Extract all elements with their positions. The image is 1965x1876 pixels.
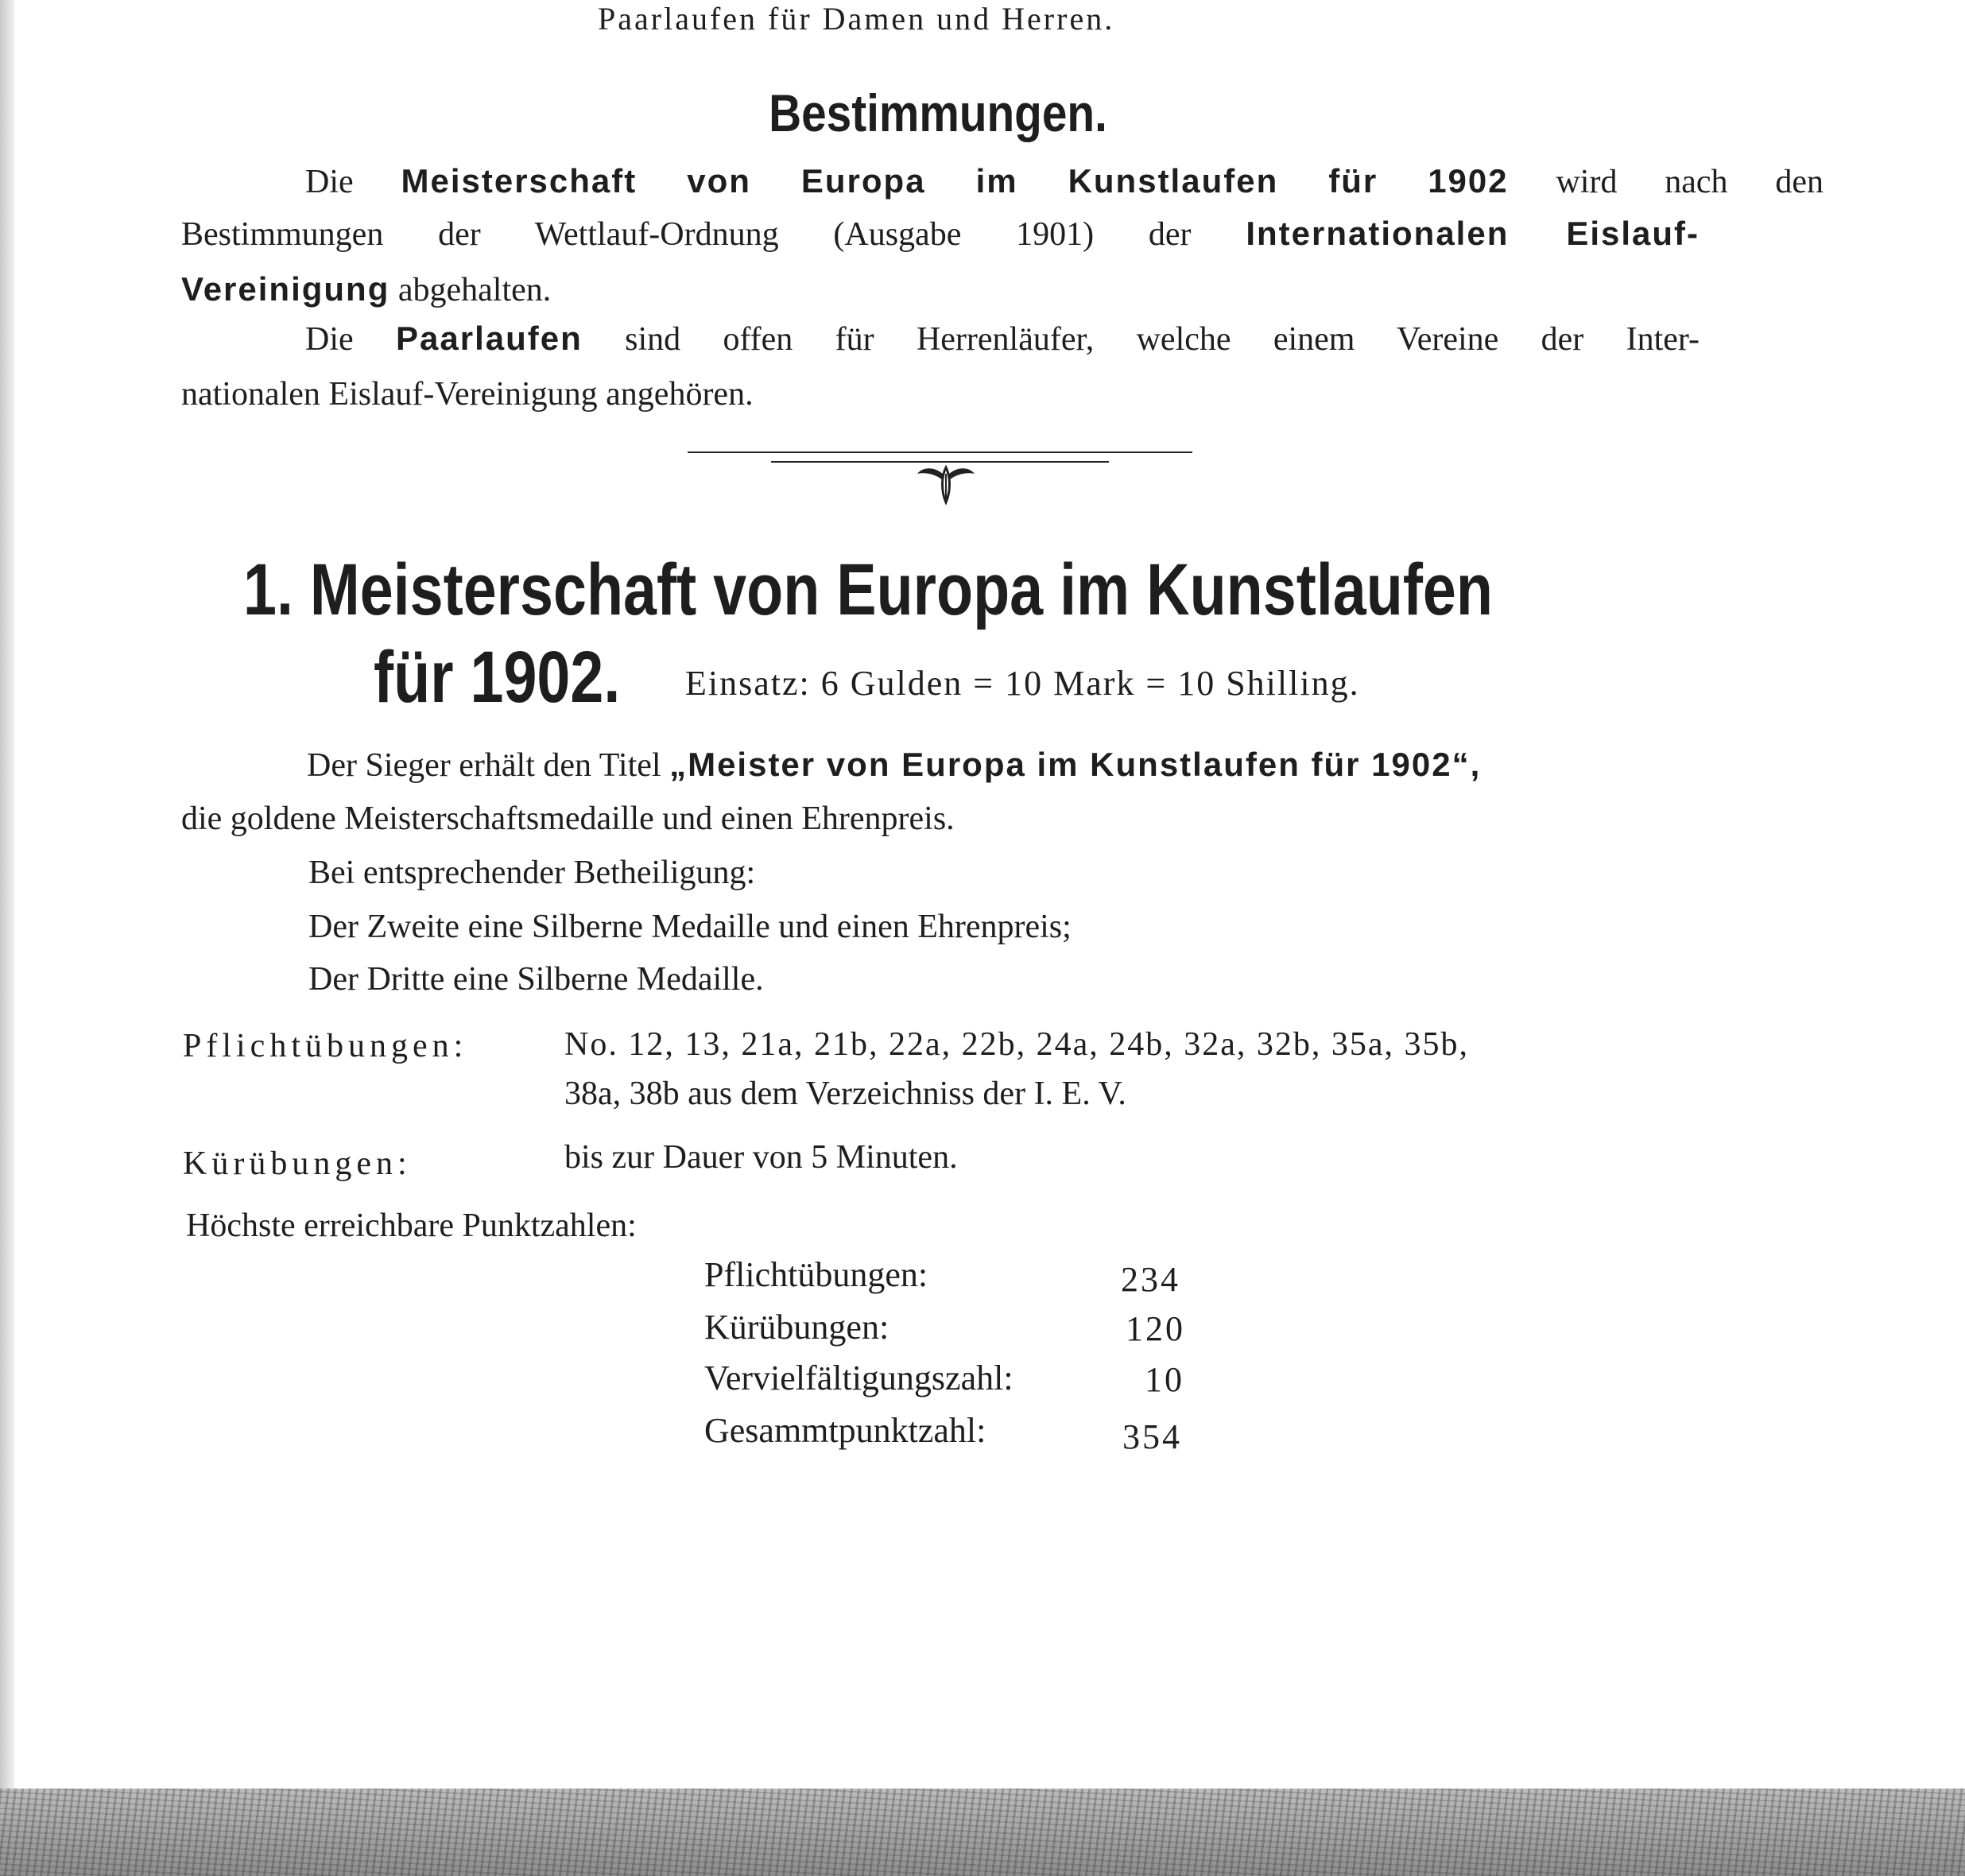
bold-text-span: Paarlaufen [396, 320, 583, 357]
kueruebungen-label: Kürübungen: [183, 1145, 412, 1182]
pflichtuebungen-list-line-1: No. 12, 13, 21a, 21b, 22a, 22b, 24a, 24b, 32a, 32b, 35a, 35b, [564, 1026, 1470, 1063]
pflichtuebungen-label: Pflichtübungen: [183, 1028, 468, 1064]
paragraph-2-line-2: nationalen Eislauf-Vereinigung angehören. [181, 376, 754, 413]
points-row-value: 120 [1126, 1309, 1185, 1348]
section-heading-bestimmungen: Bestimmungen. [769, 83, 1107, 142]
einsatz-line: Einsatz: 6 Gulden = 10 Mark = 10 Shilling. [685, 664, 1360, 703]
fleuron-ornament-icon [914, 463, 978, 514]
hoechste-punktzahlen-line: Höchste erreichbare Punktzahlen: [186, 1207, 637, 1244]
paragraph-1-line-1 [305, 162, 1824, 201]
bold-text-span: Vereinigung [181, 270, 390, 308]
text-span: Bestimmungen der Wettlauf-Ordnung (Ausgabe 1901) der [181, 216, 1192, 253]
sieger-line-1 [307, 746, 1481, 785]
divider-rule [688, 452, 1192, 453]
points-row-value: 10 [1145, 1360, 1184, 1399]
kueruebungen-value: bis zur Dauer von 5 Minuten. [564, 1139, 958, 1176]
sieger-line-2: die goldene Meisterschaftsmedaille und einen Ehrenpreis. [181, 800, 955, 837]
text-span: abgehalten. [397, 272, 552, 308]
scan-left-edge [0, 0, 14, 1789]
section-1-title: 1. Meisterschaft von Europa im Kunstlaufen [243, 549, 1493, 630]
bold-text-span: Meisterschaft von Europa im Kunstlaufen für 1902 [401, 162, 1509, 200]
text-span: Die [305, 164, 354, 200]
points-row-value: 354 [1122, 1417, 1182, 1456]
scan-bottom-band [0, 1789, 1965, 1876]
points-row-label: Kürübungen: [704, 1308, 889, 1347]
betheiligung-line: Bei entsprechender Betheiligung: [308, 855, 756, 891]
bold-text-span: Internationalen Eislauf- [1246, 215, 1700, 252]
zweite-line: Der Zweite eine Silberne Medaille und einen Ehrenpreis; [308, 909, 1072, 945]
pflichtuebungen-list-line-2: 38a, 38b aus dem Verzeichniss der I. E. V. [564, 1076, 1126, 1112]
bold-text-span: „Meister von Europa im Kunstlaufen für 1902“, [669, 746, 1482, 783]
dritte-line: Der Dritte eine Silberne Medaille. [308, 961, 764, 998]
points-row-label: Gesammtpunktzahl: [704, 1411, 986, 1450]
text-span: Die [305, 321, 354, 358]
paragraph-1-line-3 [181, 270, 551, 309]
text-span: sind offen für Herrenläufer, welche einem Vereine der Inter- [625, 321, 1700, 358]
top-line: Paarlaufen für Damen und Herren. [598, 1, 1115, 37]
points-row-value: 234 [1121, 1260, 1180, 1299]
paragraph-2-line-1 [305, 320, 1700, 359]
points-row-label: Pflichtübungen: [704, 1255, 928, 1294]
points-row-label: Vervielfältigungszahl: [704, 1359, 1014, 1397]
text-span: Der Sieger erhält den Titel [307, 747, 661, 784]
paragraph-1-line-2 [181, 215, 1700, 254]
text-span: wird nach den [1556, 164, 1824, 200]
section-1-title-year: für 1902. [374, 637, 621, 718]
